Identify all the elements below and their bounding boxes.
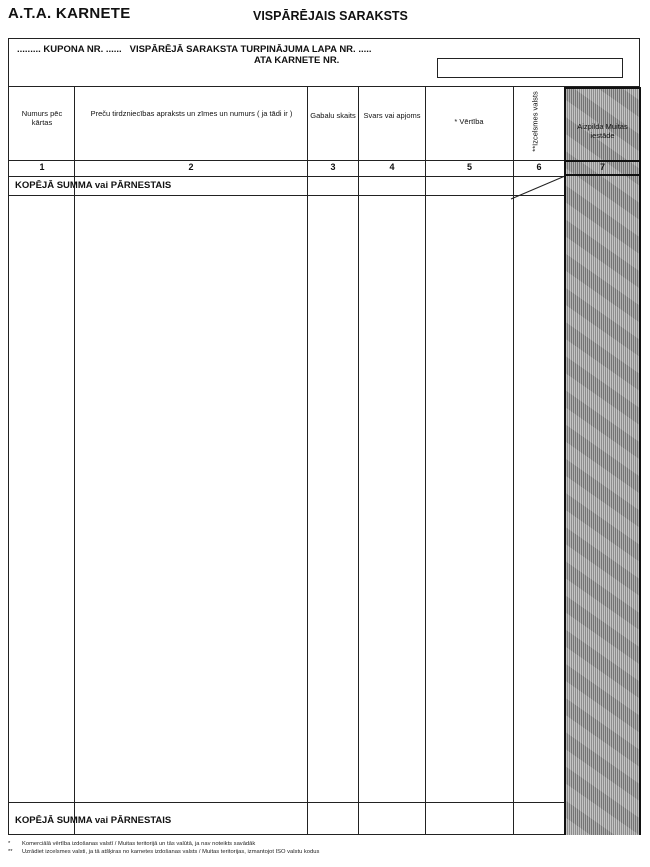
customs-shaded-column [564,87,641,835]
col-header-5: * Vērtība [454,117,484,126]
col-header-1: Numurs pēc kārtas [21,109,63,127]
col-header-6: **Izcelsmes valsts [530,91,540,152]
col-header-4: Svars vai apjoms [363,111,421,120]
col-header-2: Preču tirdzniecības apraksts un zīmes un numurs ( ja tādi ir ) [90,109,293,118]
bottom-sum-top [9,802,639,803]
footnote-2 [8,849,320,855]
general-list-form [8,38,640,835]
col-header-3: Gabalu skaits [310,111,356,120]
footnote-1-marker: * [8,841,11,847]
col-header-7: Aizpilda Muitas iestāde [577,122,628,140]
footnote-2-marker: ** [8,849,13,855]
sum-label-top: KOPĒJĀ SUMMA vai PĀRNESTAIS [15,180,172,191]
footnote-2-text: Uzrādiet izcelsmes valsti, ja tā atšķiras no karnetes izdošanas valsts / Muitas teritorijas, izmantojot ISO valstu kodus [22,849,320,855]
footnote-1 [8,841,256,847]
col-number-2: 2 [188,162,194,172]
ata-carnet-number-field[interactable] [437,58,623,78]
col-divider-3 [358,86,359,834]
col-divider-2 [307,86,308,834]
voucher-line: ......... KUPONA NR. ...... VISPĀRĒJĀ SARAKSTA TURPINĀJUMA LAPA NR. ..... [17,44,372,55]
sum-label-bottom: KOPĒJĀ SUMMA vai PĀRNESTAIS [15,815,172,826]
col-number-5: 5 [466,162,472,172]
footnote-1-text: Komerciālā vērtība izdošanas valstī / Muitas teritorijā un tās valūtā, ja nav noteikts savādāk [22,841,256,847]
col-number-6: 6 [536,162,542,172]
list-title: VISPĀRĒJAIS SARAKSTS [253,9,408,23]
header-divider [9,86,639,87]
col-number-3: 3 [330,162,336,172]
document-title: A.T.A. KARNETE [8,5,131,22]
col-number-4: 4 [389,162,395,172]
diagonal-stroke [509,175,567,201]
number-row-top [9,160,639,161]
col-number-1: 1 [39,162,45,172]
ata-carnet-label: ATA KARNETE NR. [254,55,340,66]
sum-row-bottom [9,195,564,196]
col-divider-1 [74,86,75,834]
col-number-7: 7 [599,162,605,172]
col-divider-4 [425,86,426,834]
